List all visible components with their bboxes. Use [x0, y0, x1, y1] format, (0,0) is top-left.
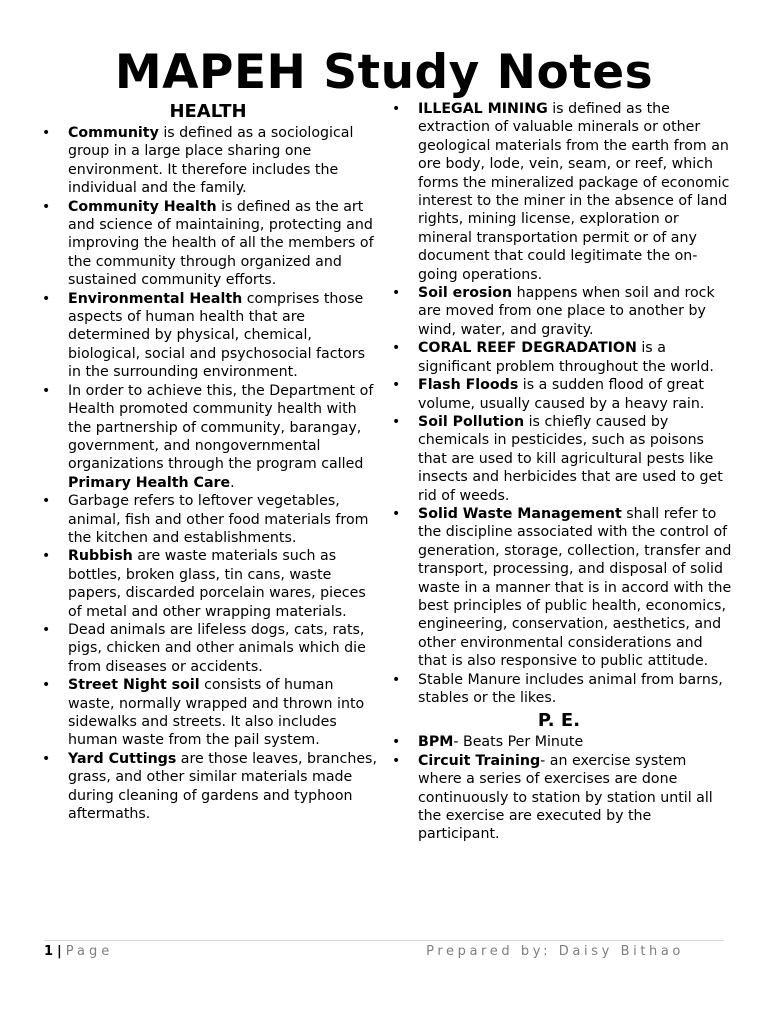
item-text: - Beats Per Minute: [453, 734, 584, 751]
item-term: Flash Floods: [418, 377, 519, 394]
item-term: Solid Waste Management: [418, 505, 622, 522]
list-item: [386, 100, 732, 284]
list-item: [36, 492, 380, 547]
prepared-by: Prepared by: Daisy Bithao: [426, 944, 684, 959]
list-item: [36, 621, 380, 676]
item-term: Soil Pollution: [418, 413, 525, 430]
list-item: [386, 339, 732, 376]
item-text: Stable Manure includes animal from barns, stables or the likes.: [418, 671, 723, 706]
list-item: [386, 671, 732, 708]
item-text: In order to achieve this, the Department of Health promoted community health with the partnership of community, barangay, government, and nongovernmental organizations through the program called: [68, 382, 374, 473]
item-term: Circuit Training: [418, 752, 541, 769]
list-item: [36, 547, 380, 621]
item-term: ILLEGAL MINING: [418, 101, 548, 117]
item-term: Environmental Health: [68, 290, 243, 307]
list-item: [36, 676, 380, 750]
item-text: shall refer to the discipline associated with the control of generation, storage, collection, transfer and transport, processing, and disposal of solid waste in a manner that is in accord with the best principles of public health, economics, engineering, conservation, aesthetics, and other environmental considerations and that is also responsive to public attitude.: [418, 505, 732, 670]
list-item: [386, 505, 732, 671]
item-term: Yard Cuttings: [68, 750, 177, 767]
item-text: is a significant problem throughout the world.: [418, 340, 714, 375]
item-text: consists of human waste, normally wrapped and thrown into sidewalks and streets. It also includes human waste from the pail system.: [68, 677, 365, 749]
item-term: Street Night soil: [68, 677, 200, 694]
list-item: [386, 376, 732, 413]
item-text: is defined as the extraction of valuable minerals or other geological materials from the earth from an ore body, lode, vein, seam, or reef, which forms the mineralized package of economic interest to the miner in the absence of land rights, mining license, exploration or mineral transportation permit or of any document that could legitimate the on-going operations.: [418, 101, 730, 283]
list-item: [36, 382, 380, 492]
list-item: [386, 413, 732, 505]
list-item: [386, 733, 732, 751]
item-text: is a sudden flood of great volume, usually caused by a heavy rain.: [418, 377, 705, 412]
item-term: Community Health: [68, 198, 217, 215]
health-list: [36, 124, 380, 823]
footer-separator: |: [57, 944, 62, 959]
left-column: [36, 100, 380, 823]
item-term: CORAL REEF DEGRADATION: [418, 340, 637, 357]
item-text: - an exercise system where a series of exercises are done continuously to station by station until all the exercise are executed by the participant.: [418, 752, 713, 843]
page-label: Page: [65, 944, 114, 959]
item-term: Primary Health Care: [68, 474, 231, 491]
item-text: are waste materials such as bottles, broken glass, tin cans, waste papers, discarded porcelain wares, pieces of metal and other wrapping materials.: [68, 548, 366, 620]
item-text: is defined as a sociological group in a large place sharing one environment. It therefore includes the individual and the family.: [68, 125, 354, 197]
list-item: [386, 284, 732, 339]
item-term: Soil erosion: [418, 285, 513, 302]
right-column: [386, 100, 732, 844]
document-title: MAPEH Study Notes: [114, 45, 654, 100]
item-text: comprises those aspects of human health that are determined by physical, chemical, biological, social and psychosocial factors in the surrounding environment.: [68, 290, 365, 381]
page-number: 1: [44, 944, 54, 959]
item-text: happens when soil and rock are moved from one place to another by wind, water, and gravity.: [418, 285, 715, 338]
item-text: Garbage refers to leftover vegetables, animal, fish and other food materials from the kitchen and establishments.: [68, 493, 369, 546]
footer-page-info: [44, 944, 113, 959]
item-term: Rubbish: [68, 548, 133, 565]
list-item: [36, 290, 380, 382]
list-item: [386, 752, 732, 844]
item-term: BPM: [418, 734, 454, 751]
item-term: Community: [68, 125, 159, 141]
health-list-continued: [386, 100, 732, 707]
list-item: [36, 198, 380, 290]
pe-heading: P. E.: [537, 710, 581, 732]
item-text: are those leaves, branches, grass, and other similar materials made during cleaning of gardens and typhoon aftermaths.: [68, 750, 377, 823]
list-item: [36, 124, 380, 198]
list-item: [36, 750, 380, 824]
health-heading: HEALTH: [169, 101, 247, 122]
item-text: Dead animals are lifeless dogs, cats, rats, pigs, chicken and other animals which die from diseases or accidents.: [68, 621, 366, 675]
item-text: .: [230, 474, 235, 491]
item-text: is defined as the art and science of maintaining, protecting and improving the health of all the members of the community through organized and sustained community efforts.: [68, 198, 374, 289]
page-footer: [44, 940, 724, 965]
item-text: is chiefly caused by chemicals in pesticides, such as poisons that are used to kill agricultural pests like insects and herbicides that are used to get rid of weeds.: [418, 413, 723, 504]
pe-list: [386, 733, 732, 843]
